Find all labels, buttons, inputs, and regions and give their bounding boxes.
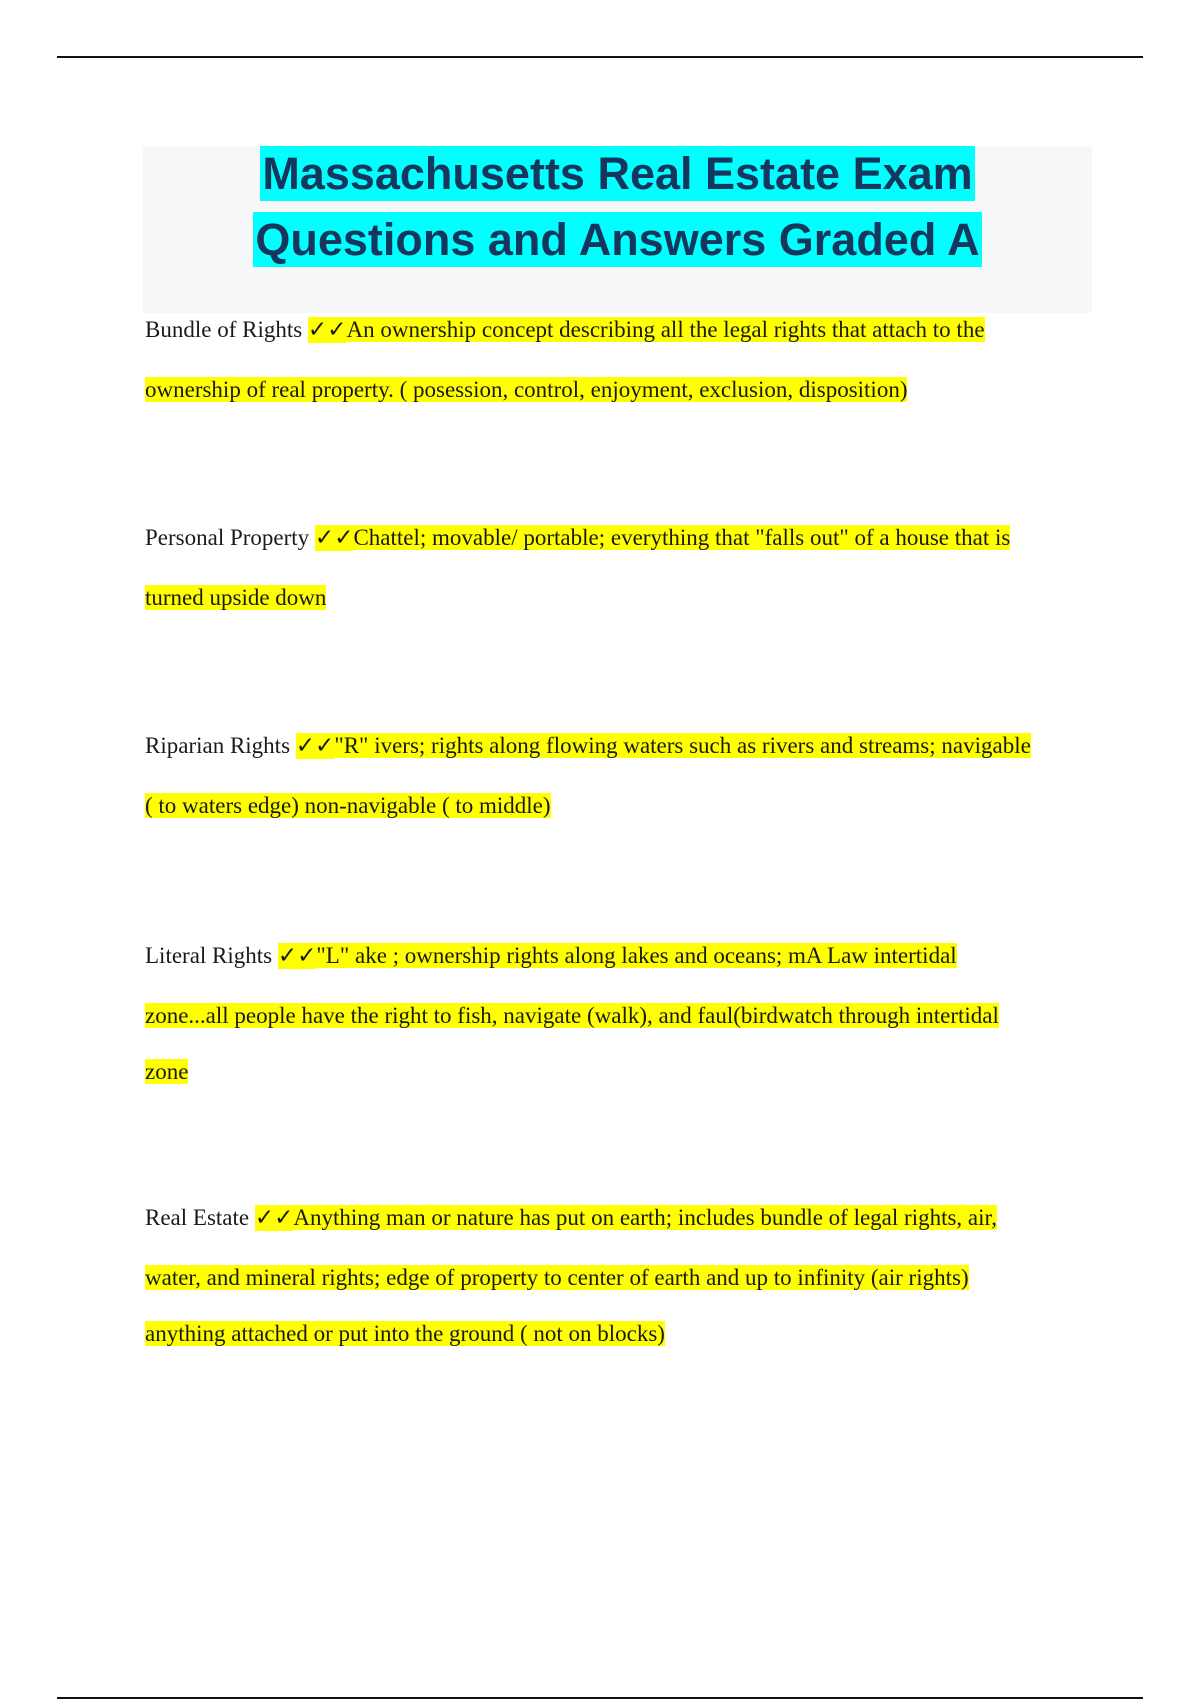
flashcard-entry [145, 926, 999, 1102]
entry-line [145, 1248, 997, 1304]
entry-line [145, 300, 985, 360]
entry-line [145, 1304, 997, 1364]
entry-definition-line: Anything man or nature has put on earth; includes bundle of legal rights, air, [293, 1205, 998, 1230]
entry-line [145, 568, 1010, 628]
entry-definition-line: ownership of real property. ( posession, control, enjoyment, exclusion, disposition) [145, 377, 908, 402]
entry-term: Literal Rights [145, 943, 273, 968]
double-check-icon: ✓✓ [295, 733, 335, 759]
title-panel [143, 146, 1092, 313]
entry-line [145, 776, 1031, 836]
entry-definition-line: Chattel; movable/ portable; everything that "falls out" of a house that is [353, 525, 1011, 550]
top-rule [57, 56, 1143, 58]
entry-line [145, 360, 985, 420]
entry-definition-line: "R" ivers; rights along flowing waters such as rivers and streams; navigable [334, 733, 1031, 758]
entry-term: Personal Property [145, 525, 310, 550]
double-check-icon: ✓✓ [314, 525, 354, 551]
document-title-line-1: Massachusetts Real Estate Exam [262, 148, 973, 199]
double-check-icon: ✓✓ [307, 317, 347, 343]
entry-term: Riparian Rights [145, 733, 291, 758]
entry-definition-line: zone [145, 1059, 189, 1084]
entry-line [145, 926, 999, 986]
entry-definition-line: "L" ake ; ownership rights along lakes and oceans; mA Law intertidal [316, 943, 957, 968]
entry-line [145, 1188, 997, 1248]
entry-line [145, 716, 1031, 776]
entry-line [145, 986, 999, 1042]
double-check-icon: ✓✓ [277, 943, 317, 969]
entry-definition-line: zone...all people have the right to fish, navigate (walk), and faul(birdwatch through intertidal [145, 1003, 999, 1028]
flashcard-entry [145, 716, 1031, 836]
entry-definition-line: anything attached or put into the ground ( not on blocks) [145, 1321, 665, 1346]
entry-definition-line: ( to waters edge) non-navigable ( to middle) [145, 793, 551, 818]
flashcard-entry [145, 300, 985, 420]
entry-definition-line: An ownership concept describing all the legal rights that attach to the [346, 317, 985, 342]
entry-term: Bundle of Rights [145, 317, 303, 342]
flashcard-entry [145, 508, 1010, 628]
entry-definition-line: water, and mineral rights; edge of property to center of earth and up to infinity (air rights) [145, 1265, 969, 1290]
entry-term: Real Estate [145, 1205, 250, 1230]
flashcard-entry [145, 1188, 997, 1364]
entry-line [145, 508, 1010, 568]
entry-line [145, 1042, 999, 1102]
double-check-icon: ✓✓ [254, 1205, 294, 1231]
document-title-line-2: Questions and Answers Graded A [255, 214, 980, 265]
bottom-rule [57, 1697, 1143, 1699]
entry-definition-line: turned upside down [145, 585, 327, 610]
